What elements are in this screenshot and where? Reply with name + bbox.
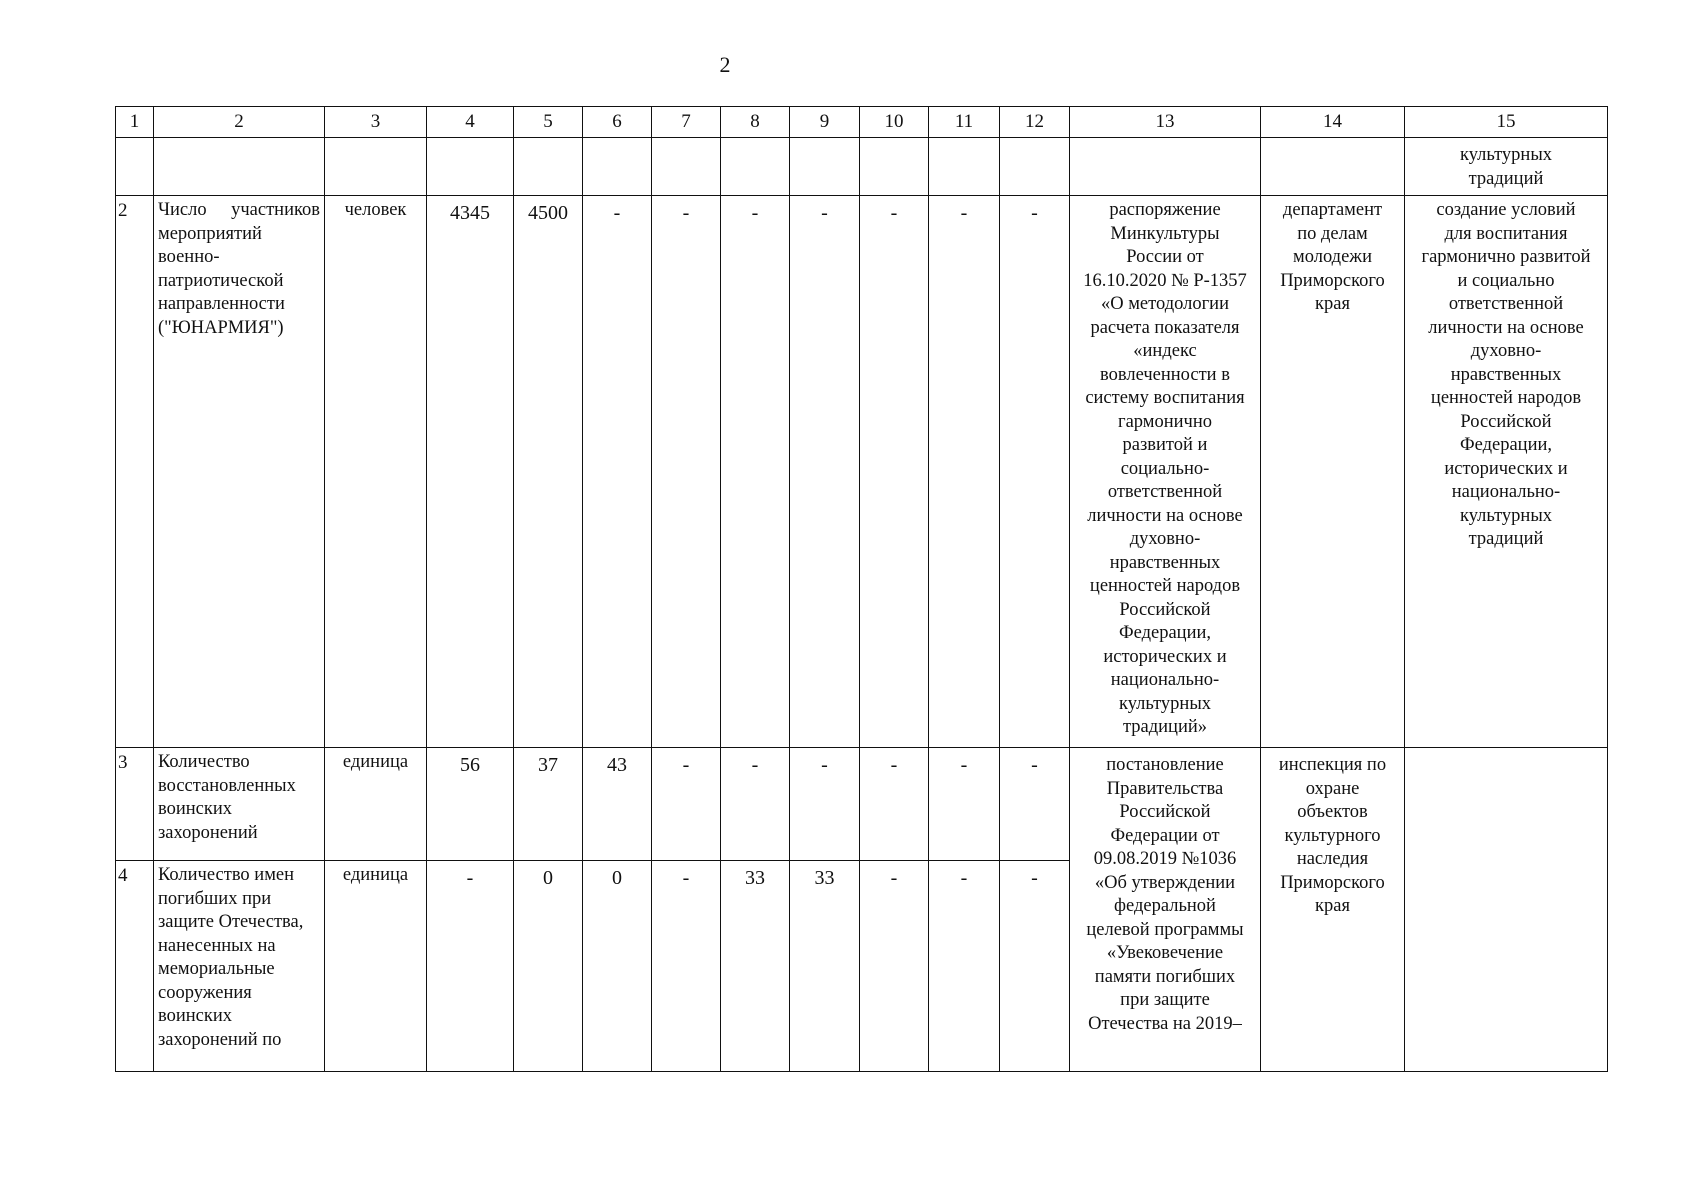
value-cell: 37 bbox=[514, 748, 583, 861]
value-cell: 43 bbox=[583, 748, 652, 861]
col-header: 3 bbox=[325, 107, 427, 138]
value-cell: - bbox=[1000, 748, 1070, 861]
value-cell: - bbox=[583, 196, 652, 748]
value-cell: - bbox=[1000, 196, 1070, 748]
col-header: 6 bbox=[583, 107, 652, 138]
col-header: 14 bbox=[1261, 107, 1405, 138]
row-number: 2 bbox=[116, 196, 154, 748]
col-header: 11 bbox=[929, 107, 1000, 138]
source-document: постановление Правительства Российской Федерации от 09.08.2019 №1036 «Об утверждении федеральной целевой программы «Увековечение памяти погибших при защите Отечества на 2019– bbox=[1070, 748, 1261, 1072]
value-cell: - bbox=[652, 196, 721, 748]
col-header: 12 bbox=[1000, 107, 1070, 138]
indicator-name: Количество восстановленных воинских захоронений bbox=[154, 748, 325, 861]
indicator-name: Количество имен погибших при защите Отечества, нанесенных на мемориальные сооружения воинских захоронений по bbox=[154, 861, 325, 1072]
row-number: 3 bbox=[116, 748, 154, 861]
col-header: 7 bbox=[652, 107, 721, 138]
row-number: 4 bbox=[116, 861, 154, 1072]
continuation-goal-text: культурных традиций bbox=[1405, 138, 1608, 196]
value-cell: - bbox=[721, 748, 790, 861]
value-cell: - bbox=[790, 748, 860, 861]
value-cell: - bbox=[721, 196, 790, 748]
value-cell: - bbox=[929, 861, 1000, 1072]
value-cell: 4500 bbox=[514, 196, 583, 748]
value-cell: - bbox=[860, 748, 929, 861]
value-cell: 0 bbox=[514, 861, 583, 1072]
source-document: распоряжение Минкультуры России от 16.10.2020 № Р-1357 «О методологии расчета показателя «индекс вовлеченности в систему воспитания гармонично развитой и социально- ответственной личности на основе духовно- нравственных ценностей народов Российской Федерации, исторических и национально- культурных традиций» bbox=[1070, 196, 1261, 748]
goal-text bbox=[1405, 748, 1608, 1072]
value-cell: - bbox=[1000, 861, 1070, 1072]
col-header: 5 bbox=[514, 107, 583, 138]
table-row bbox=[116, 196, 1608, 748]
value-cell: - bbox=[652, 861, 721, 1072]
col-header: 2 bbox=[154, 107, 325, 138]
unit-cell: человек bbox=[325, 196, 427, 748]
value-cell: 33 bbox=[790, 861, 860, 1072]
value-cell: - bbox=[427, 861, 514, 1072]
col-header: 1 bbox=[116, 107, 154, 138]
value-cell: 56 bbox=[427, 748, 514, 861]
value-cell: 0 bbox=[583, 861, 652, 1072]
value-cell: - bbox=[860, 861, 929, 1072]
value-cell: - bbox=[652, 748, 721, 861]
header-row bbox=[116, 107, 1608, 138]
col-header: 8 bbox=[721, 107, 790, 138]
value-cell: - bbox=[860, 196, 929, 748]
unit-cell: единица bbox=[325, 748, 427, 861]
col-header: 10 bbox=[860, 107, 929, 138]
value-cell: - bbox=[790, 196, 860, 748]
value-cell: - bbox=[929, 748, 1000, 861]
col-header: 15 bbox=[1405, 107, 1608, 138]
col-header: 13 bbox=[1070, 107, 1261, 138]
col-header: 9 bbox=[790, 107, 860, 138]
goal-text: создание условий для воспитания гармонично развитой и социально ответственной личности на основе духовно- нравственных ценностей народов Российской Федерации, исторических и национально- культурных традиций bbox=[1405, 196, 1608, 748]
col-header: 4 bbox=[427, 107, 514, 138]
responsible-body: департамент по делам молодежи Приморского края bbox=[1261, 196, 1405, 748]
table-row bbox=[116, 748, 1608, 861]
continuation-row bbox=[116, 138, 1608, 196]
value-cell: 4345 bbox=[427, 196, 514, 748]
value-cell: 33 bbox=[721, 861, 790, 1072]
unit-cell: единица bbox=[325, 861, 427, 1072]
indicator-name: Число участников мероприятий военно- патриотической направленности ("ЮНАРМИЯ") bbox=[154, 196, 325, 748]
indicators-table bbox=[115, 106, 1608, 1072]
responsible-body: инспекция по охране объектов культурного наследия Приморского края bbox=[1261, 748, 1405, 1072]
page-number: 2 bbox=[719, 52, 731, 77]
value-cell: - bbox=[929, 196, 1000, 748]
